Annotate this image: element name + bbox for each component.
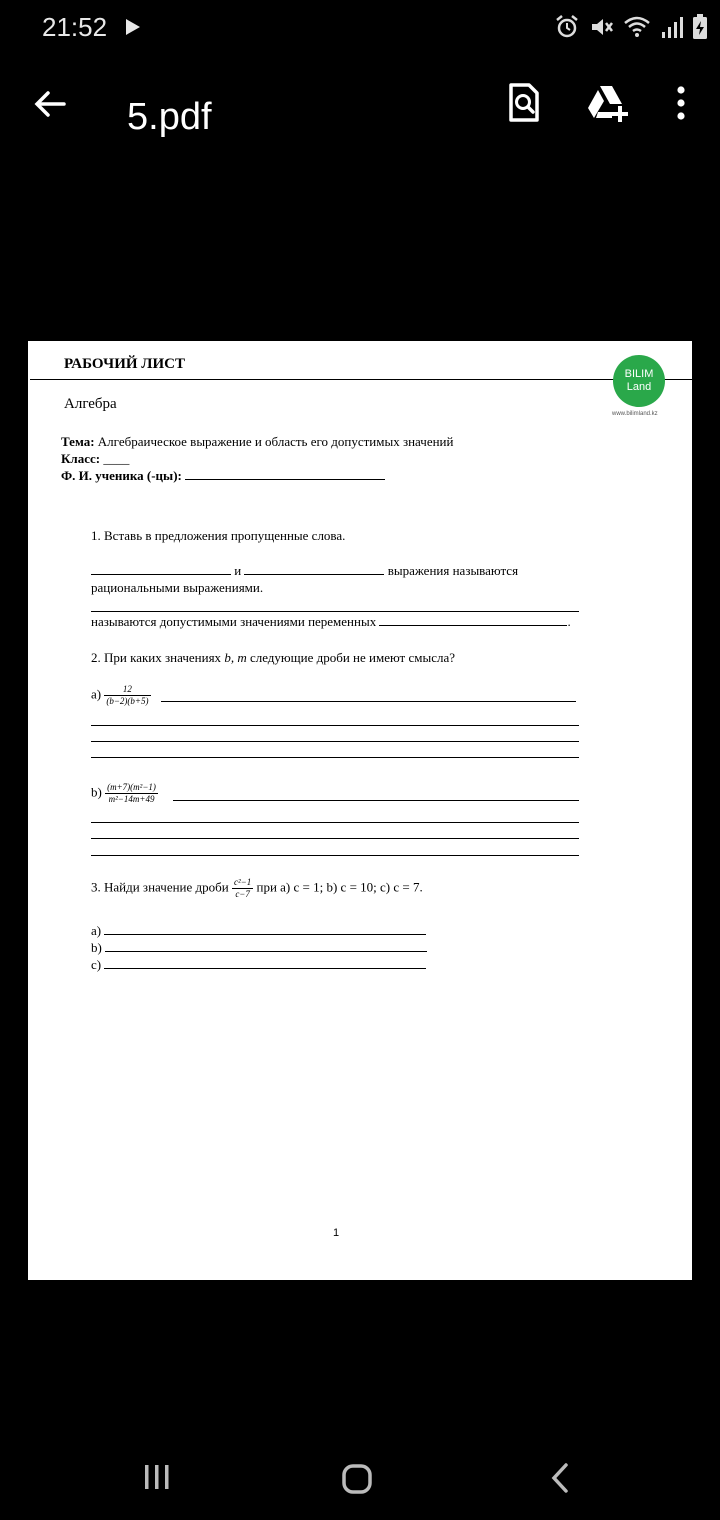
task1-line4-text: называются допустимыми значениями переменных [91, 614, 377, 629]
bilimland-logo [613, 355, 665, 407]
heading-rule [30, 379, 692, 380]
topic-label: Тема: [61, 434, 95, 449]
task2-title [91, 650, 455, 666]
answer-line [91, 822, 579, 823]
student-label: Ф. И. ученика (-цы): [61, 468, 182, 483]
task2-title-post: следующие дроби не имеют смысла? [249, 650, 455, 665]
answer-line [91, 725, 579, 726]
student-line [61, 468, 385, 484]
blank [379, 614, 567, 626]
answer-label: b) [91, 940, 102, 955]
task3-fraction [232, 877, 253, 900]
more-vert-icon[interactable] [666, 82, 696, 124]
task1-line1 [91, 563, 518, 579]
task3-answer-a [91, 923, 426, 939]
task2-title-vars: b, m [224, 650, 247, 665]
drive-add-icon[interactable] [584, 82, 630, 124]
home-icon[interactable] [341, 1463, 373, 1495]
task2-a-den: (b−2)(b+5) [106, 696, 149, 706]
task3-answer-c [91, 957, 426, 973]
task2-a-num: 12 [104, 684, 150, 696]
task3-answer-b [91, 940, 427, 956]
class-label: Класс: [61, 451, 101, 466]
task1-title: 1. Вставь в предложения пропущенные слова. [91, 528, 346, 543]
logo-line2: Land [626, 381, 652, 393]
blank [244, 563, 384, 575]
class-line [61, 451, 129, 467]
task2-b-fraction [105, 782, 158, 805]
battery-charging-icon [692, 14, 708, 40]
answer-line [91, 757, 579, 758]
status-icons [554, 13, 708, 41]
blank [91, 563, 231, 575]
task2-a [91, 684, 151, 707]
blank [104, 923, 426, 935]
wifi-icon [622, 14, 652, 40]
task2-a-fraction [104, 684, 150, 707]
blank [104, 957, 426, 969]
signal-icon [660, 14, 684, 40]
mute-icon [588, 14, 614, 40]
nav-back-icon[interactable] [548, 1462, 572, 1494]
search-document-icon[interactable] [503, 82, 545, 124]
answer-line [91, 611, 579, 612]
task2-b-label: b) [91, 784, 102, 800]
task1-line4 [91, 614, 571, 630]
topic-line [61, 434, 453, 450]
logo-line1: BILIM [624, 368, 654, 380]
page-number: 1 [333, 1227, 340, 1239]
answer-line [91, 741, 579, 742]
answer-line [91, 838, 579, 839]
answer-line [161, 701, 576, 702]
subject: Алгебра [64, 396, 117, 412]
answer-line [91, 855, 579, 856]
task2-a-label: a) [91, 686, 102, 702]
task2-title-pre: 2. При каких значениях [91, 650, 222, 665]
task1-line1-end: выражения называются [387, 563, 519, 578]
task3-title-pre: 3. Найди значение дроби [91, 879, 229, 895]
pdf-page[interactable] [28, 341, 692, 1280]
status-time: 21:52 [42, 12, 108, 42]
task3-title [91, 877, 423, 900]
blank [105, 940, 427, 952]
logo-url: www.bilimland.kz [612, 411, 658, 417]
play-icon [124, 17, 142, 37]
class-blank: ____ [103, 451, 130, 466]
alarm-icon [554, 14, 580, 40]
answer-line [173, 800, 579, 801]
document-title: 5.pdf [127, 96, 212, 138]
task1-period: . [567, 614, 571, 629]
worksheet-heading: РАБОЧИЙ ЛИСТ [64, 356, 185, 372]
back-arrow-icon[interactable] [30, 84, 70, 124]
task1-conj: и [234, 563, 242, 578]
answer-label: a) [91, 923, 102, 938]
task2-b-den: m²−14m+49 [108, 794, 155, 804]
topic-value: Алгебраическое выражение и область его допустимых значений [97, 434, 454, 449]
task1-line2: рациональными выражениями. [91, 580, 264, 595]
recents-icon[interactable] [142, 1462, 172, 1492]
task3-frac-den: c−7 [235, 889, 250, 899]
answer-label: c) [91, 957, 102, 972]
task2-b-num: (m+7)(m²−1) [107, 782, 156, 792]
task3-frac-num: c²−1 [233, 877, 252, 887]
student-blank [185, 468, 385, 480]
task3-title-post: при a) c = 1; b) c = 10; c) c = 7. [256, 879, 423, 895]
task2-b [91, 782, 158, 805]
